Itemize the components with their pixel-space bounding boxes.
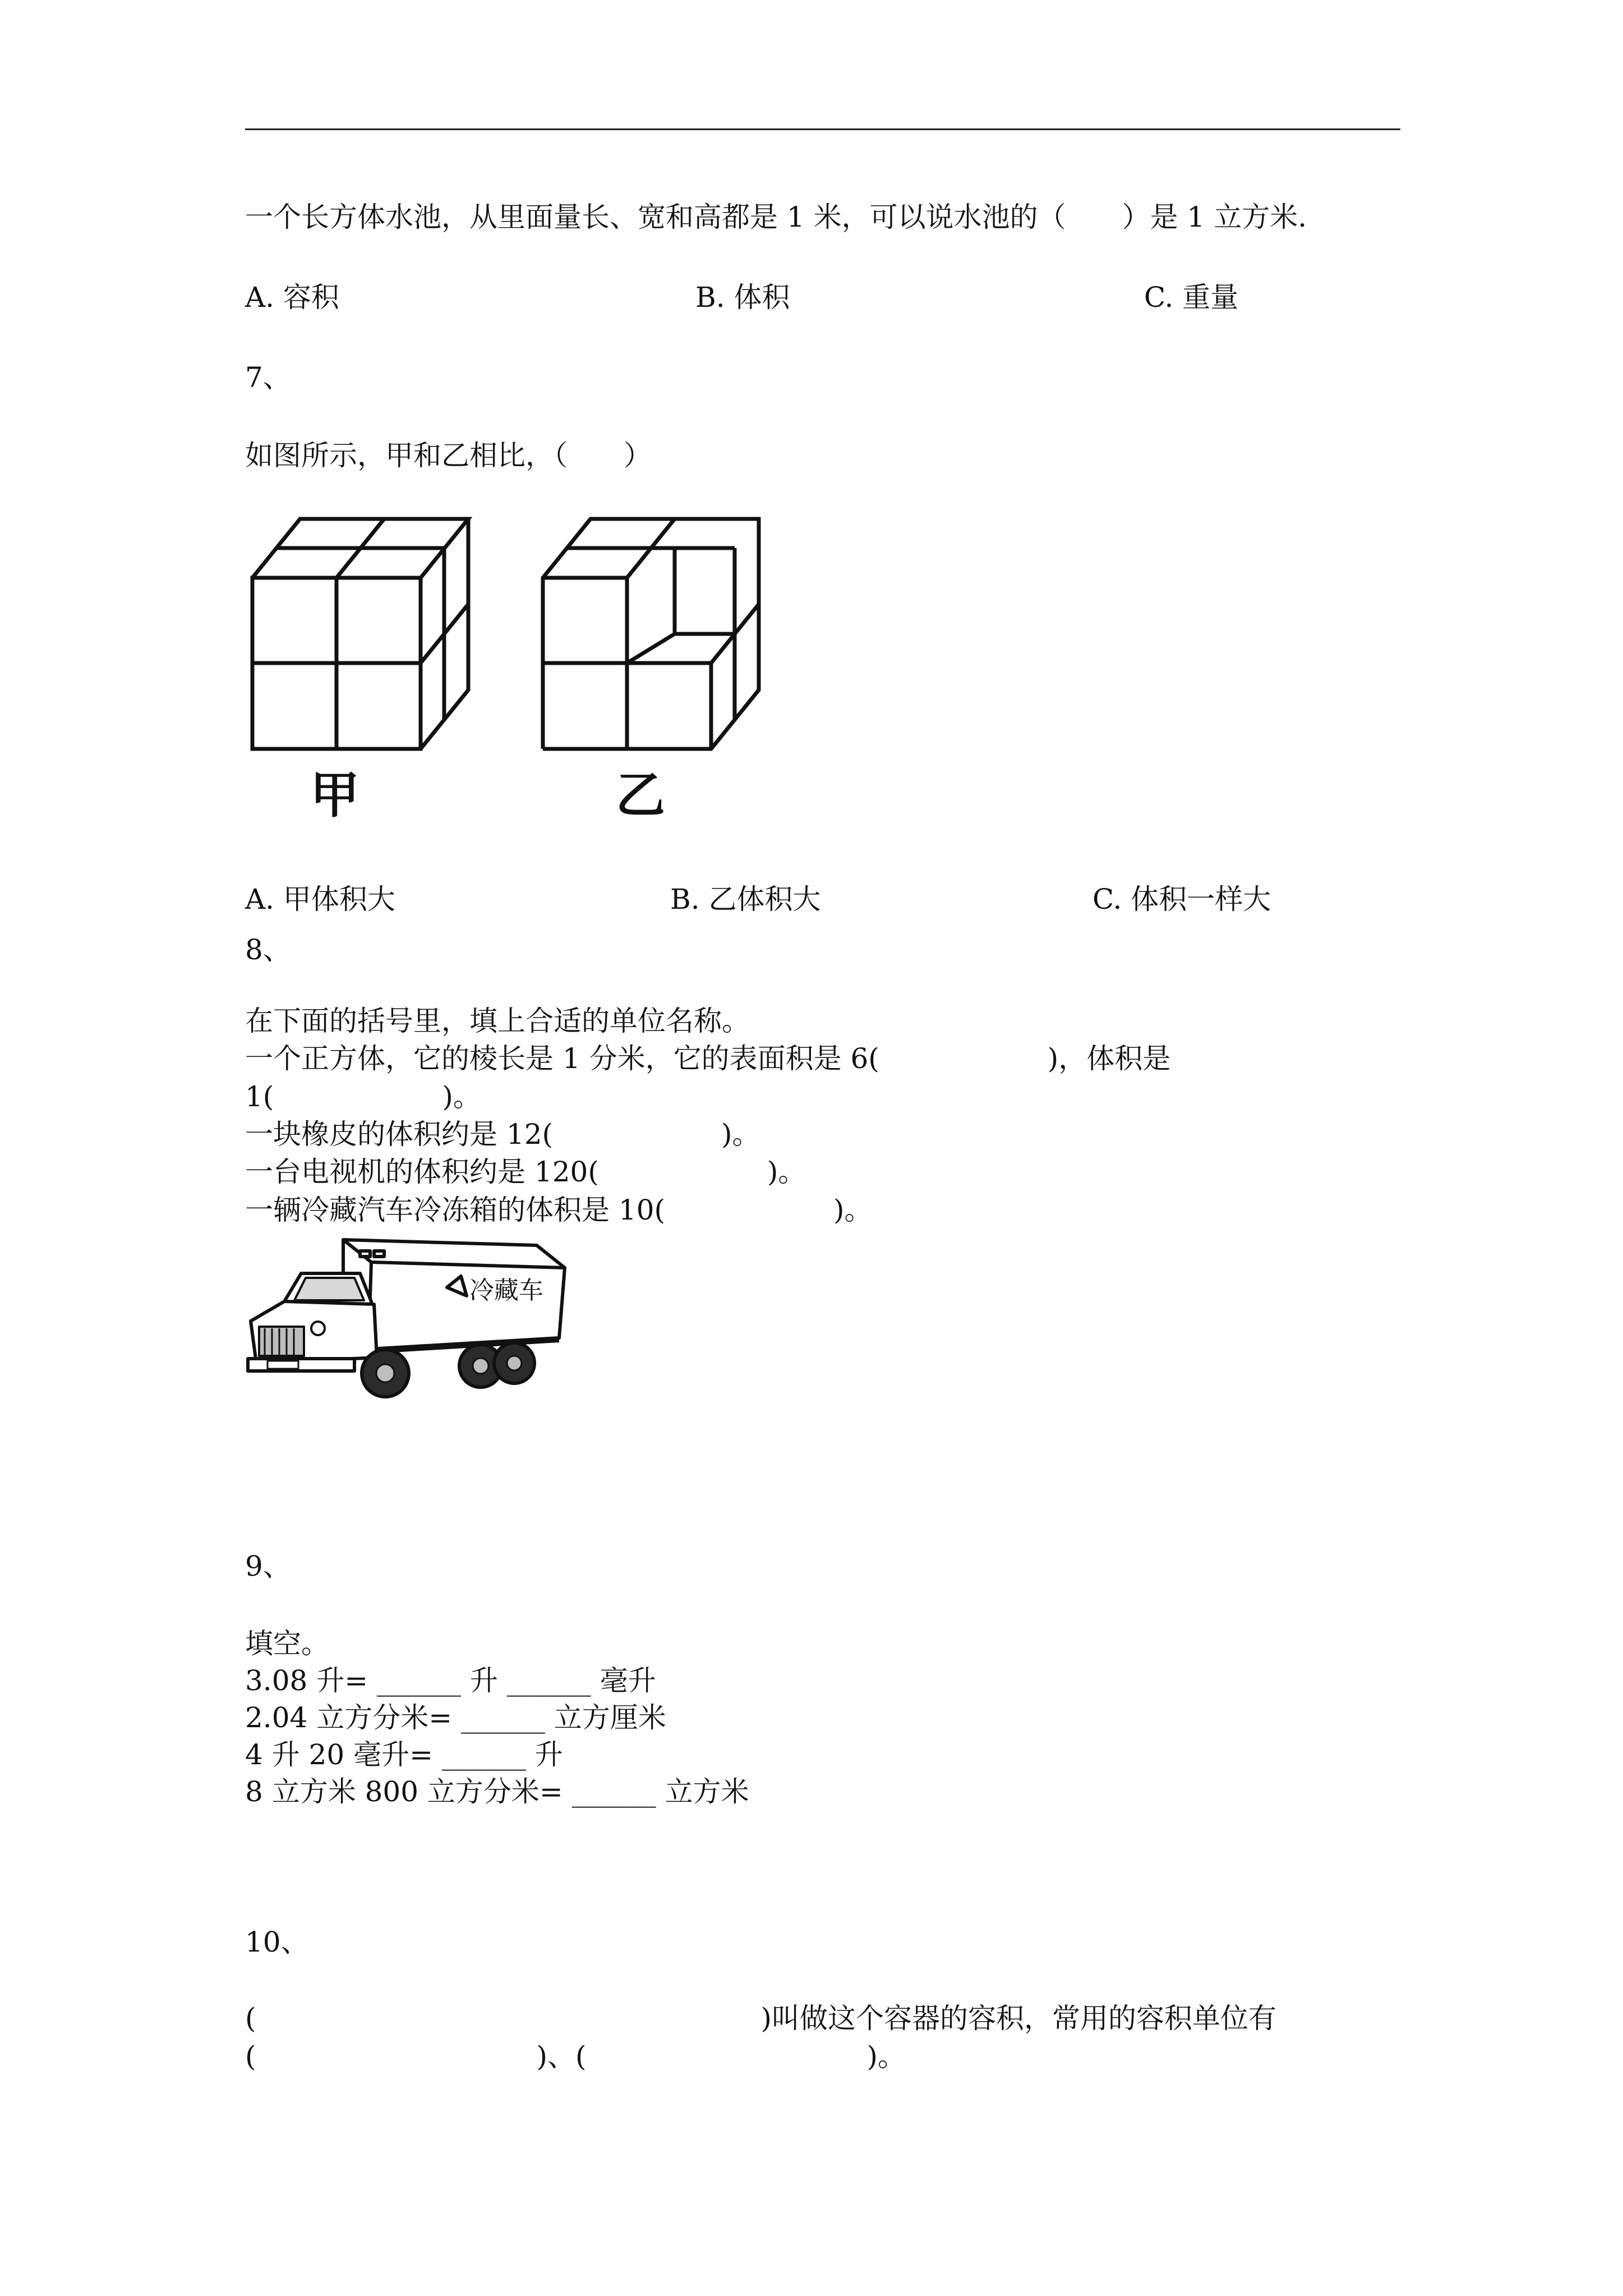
cube-yi xyxy=(543,519,759,749)
q9-line: 2.04 立方分米= ______ 立方厘米 xyxy=(245,1701,666,1734)
q8-line: 在下面的括号里，填上合适的单位名称。 xyxy=(245,1005,750,1037)
q10-number: 10、 xyxy=(245,1926,309,1958)
q7-option-a: A. 甲体积大 xyxy=(245,883,395,915)
q8-line: 一台电视机的体积约是 120( )。 xyxy=(245,1156,806,1188)
q9-line: 填空。 xyxy=(245,1627,329,1660)
header-rule xyxy=(245,128,1400,130)
q7-number: 7、 xyxy=(245,361,291,394)
q7-option-b: B. 乙体积大 xyxy=(670,883,821,915)
q10-line: ( )叫做这个容器的容积，常用的容积单位有 xyxy=(245,2002,1277,2035)
q6-stem: 一个长方体水池，从里面量长、宽和高都是 1 米，可以说水池的（ ）是 1 立方米. xyxy=(245,201,1307,233)
cube-jia xyxy=(252,519,468,749)
q9-line: 8 立方米 800 立方分米= ______ 立方米 xyxy=(245,1775,749,1808)
label-jia: 甲 xyxy=(310,766,360,824)
q9-number: 9、 xyxy=(245,1550,291,1582)
q7-stem: 如图所示，甲和乙相比，（ ） xyxy=(245,439,652,472)
q6-option-a: A. 容积 xyxy=(245,281,339,314)
q9-line: 3.08 升= ______ 升 ______ 毫升 xyxy=(245,1664,656,1697)
q8-line: 一辆冷藏汽车冷冻箱的体积是 10( )。 xyxy=(245,1194,873,1226)
label-yi: 乙 xyxy=(616,766,666,824)
q8-line: 一块橡皮的体积约是 12( )。 xyxy=(245,1118,760,1151)
q9-line: 4 升 20 毫升= ______ 升 xyxy=(245,1738,563,1771)
q10-line: ( )、( )。 xyxy=(245,2040,906,2073)
truck-sign: 冷藏车 xyxy=(469,1276,543,1305)
q8-line: 一个正方体，它的棱长是 1 分米，它的表面积是 6( )，体积是 xyxy=(245,1042,1171,1075)
q8-number: 8、 xyxy=(245,933,291,966)
q8-line: 1( )。 xyxy=(245,1080,481,1113)
q6-option-c: C. 重量 xyxy=(1144,281,1239,314)
q7-option-c: C. 体积一样大 xyxy=(1092,883,1271,915)
q6-option-b: B. 体积 xyxy=(695,281,790,314)
refrigerated-truck-image xyxy=(245,1228,582,1419)
